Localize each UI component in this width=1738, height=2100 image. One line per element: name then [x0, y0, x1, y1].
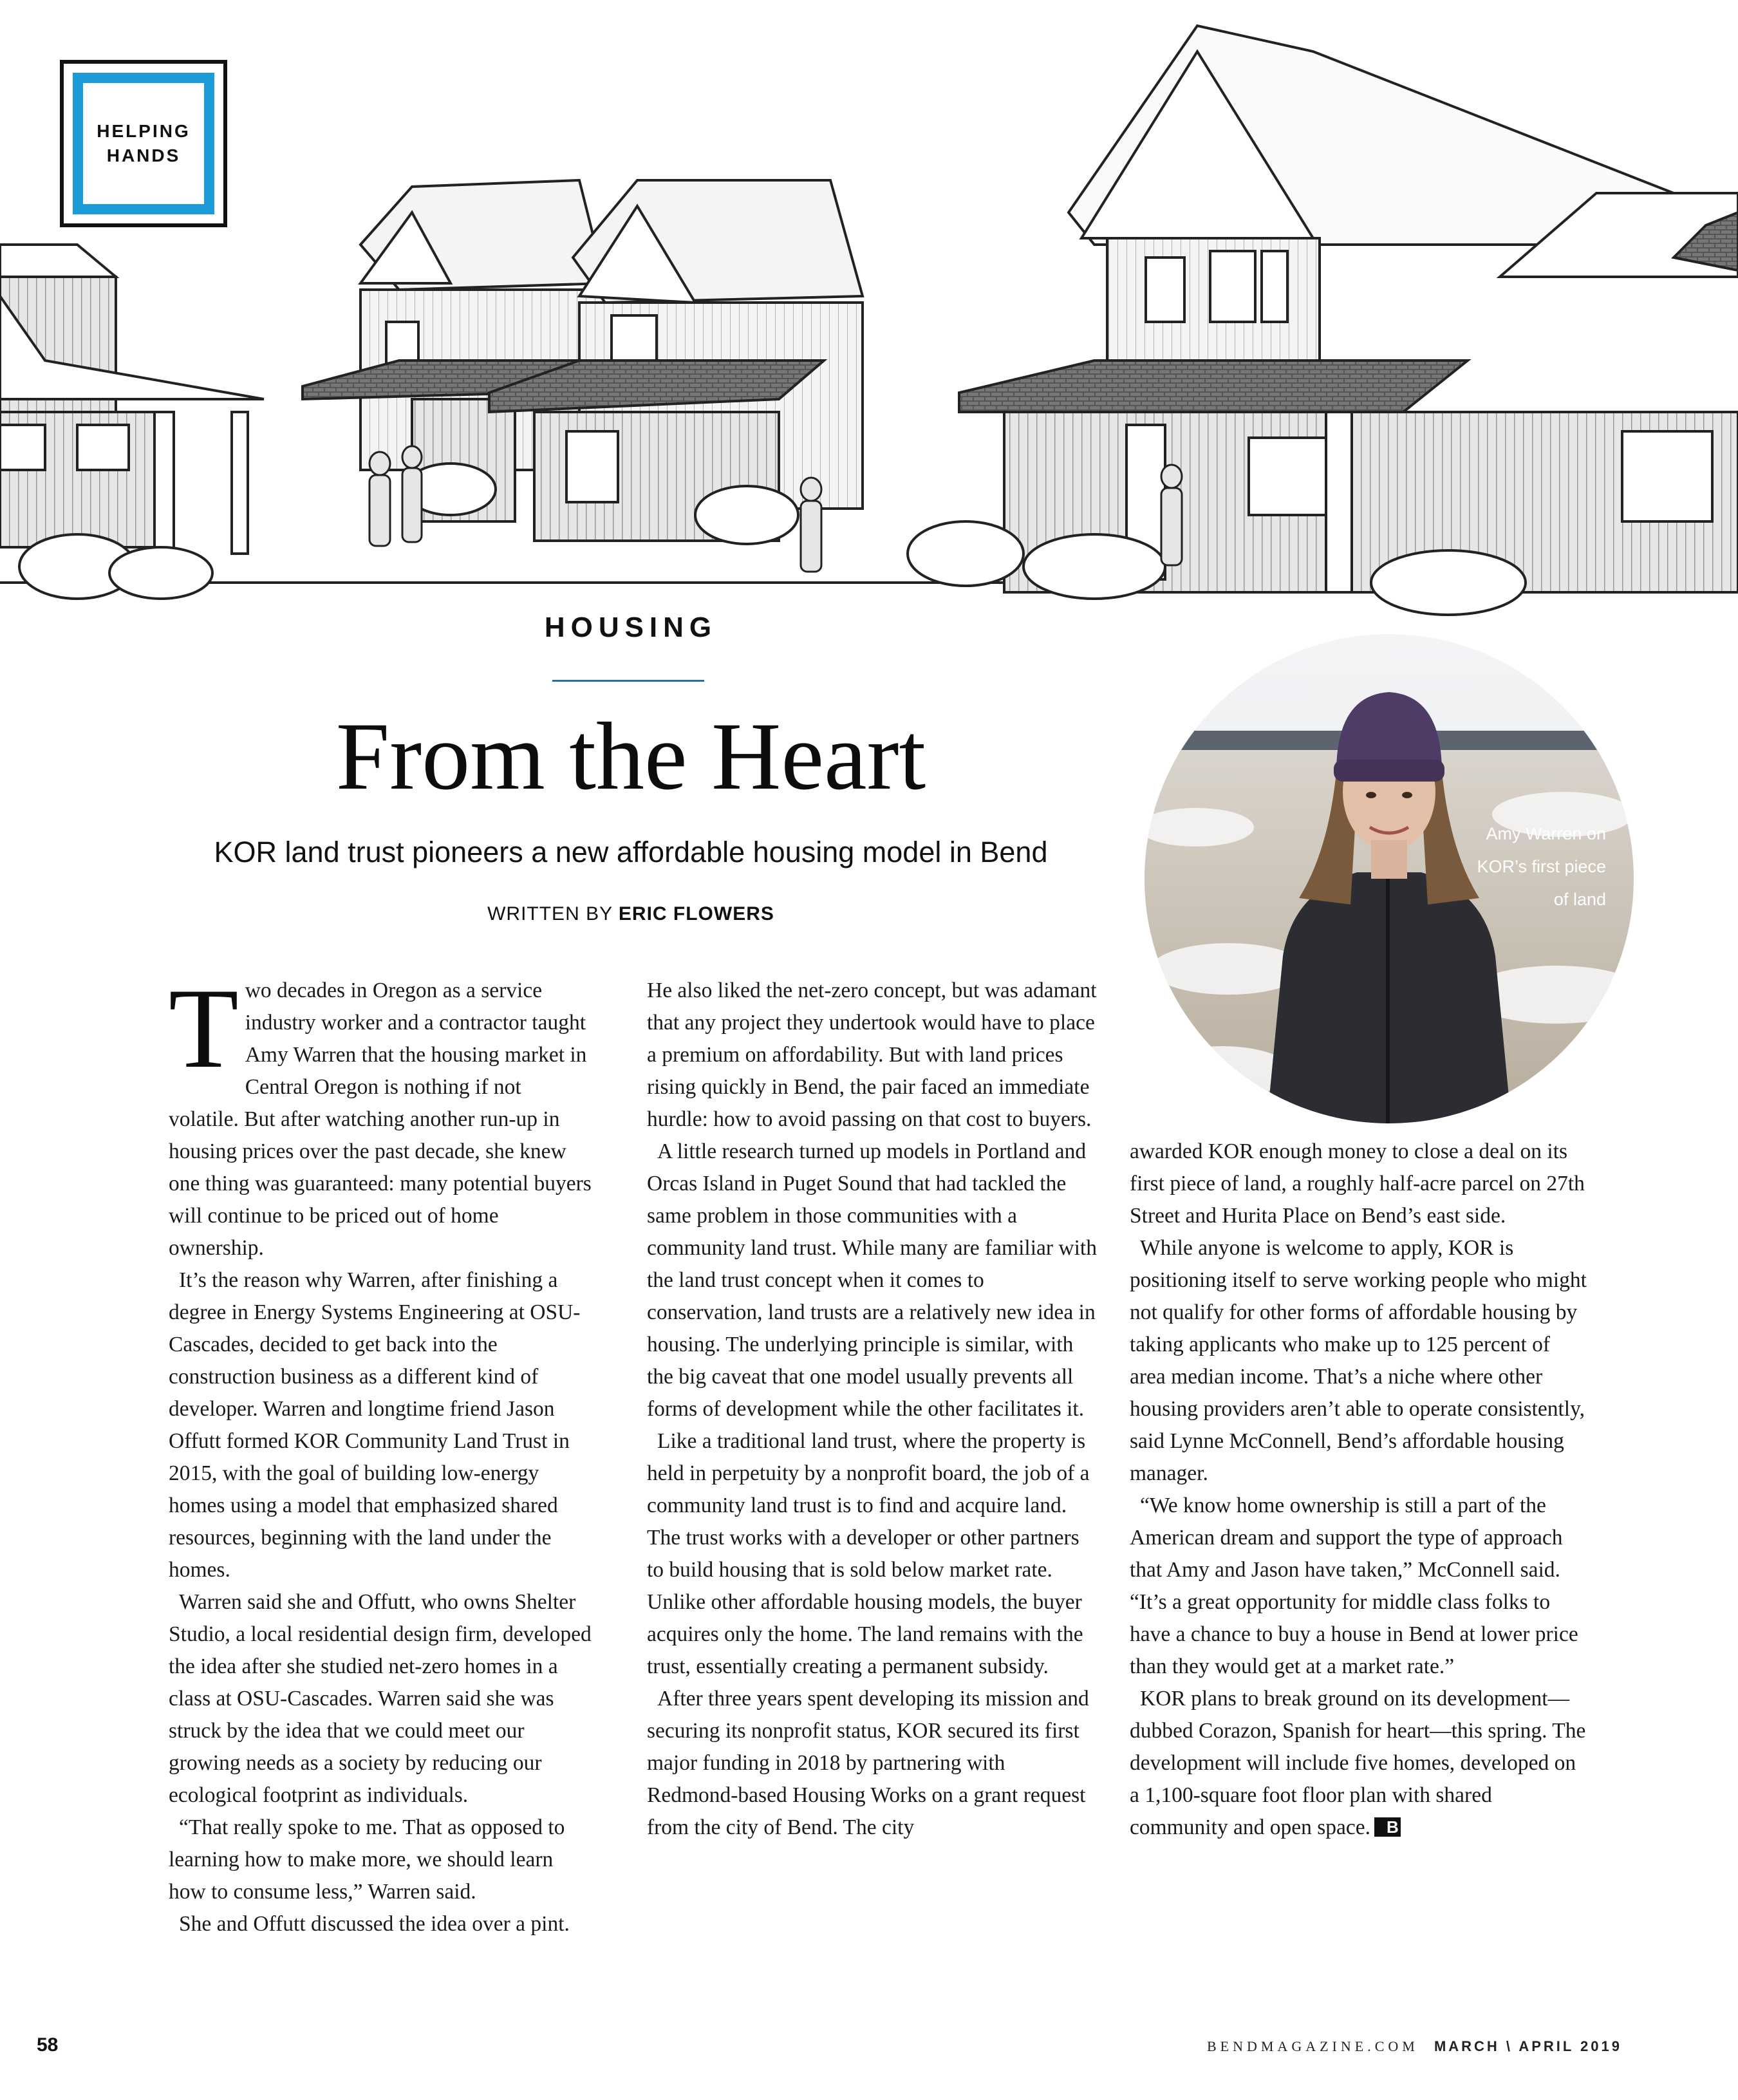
section-kicker: HOUSING	[544, 612, 718, 643]
kicker-rule	[552, 680, 704, 682]
footer-issue: MARCH \ APRIL 2019	[1434, 2038, 1622, 2054]
article-paragraph	[1130, 1683, 1587, 1844]
drop-cap: T	[169, 964, 239, 1092]
byline	[0, 903, 1262, 925]
paragraph-text: KOR plans to break ground on its development—dubbed Corazon, Spanish for heart—this spring. The development will include five homes, developed on a 1,100-square foot floor plan with shared community and open space.	[1130, 1687, 1586, 1839]
article-paragraph: Warren said she and Offutt, who owns Shelter Studio, a local residential design firm, developed the idea after she studied net-zero homes in a class at OSU-Cascades. Warren said she was struck by the idea that we could meet our growing needs as a society by reducing our ecological footprint as individuals.	[169, 1590, 592, 1807]
photo-caption-line: KOR’s first piece	[1477, 857, 1606, 876]
article-column-3	[1130, 1136, 1587, 1844]
footer-site: BENDMAGAZINE.COM	[1206, 2038, 1419, 2054]
byline-prefix: WRITTEN BY	[487, 903, 613, 924]
article-title: From the Heart	[335, 703, 926, 810]
article-paragraph: While anyone is welcome to apply, KOR is positioning itself to serve working people who might not qualify for other forms of affordable housing by taking applicants who make up to 125 percent of area median income. That’s a niche where other housing providers aren’t able to operate consistently, said Lynne McConnell, Bend’s affordable housing manager.	[1130, 1236, 1587, 1485]
housing-illustration	[0, 0, 1738, 650]
article-subtitle: KOR land trust pioneers a new affordable housing model in Bend	[214, 836, 1048, 868]
article-paragraph: It’s the reason why Warren, after finishing a degree in Energy Systems Engineering at OSU-Cascades, decided to get back into the construction business as a different kind of developer. Warren and longtime friend Jason Offutt formed KOR Community Land Trust in 2015, with the goal of building low-energy homes using a model that emphasized shared resources, beginning with the land under the homes.	[169, 1268, 581, 1582]
photo-caption-line: Amy Warren on	[1486, 824, 1606, 843]
section-badge-line1: HELPING	[97, 121, 191, 141]
article-column-1	[169, 964, 593, 1940]
article-paragraph: “That really spoke to me. That as opposed to learning how to make more, we should learn how to consume less,” Warren said.	[169, 1815, 565, 1904]
photo-caption	[1448, 818, 1606, 916]
article-paragraph: Like a traditional land trust, where the property is held in perpetuity by a nonprofit board, the job of a community land trust is to find and acquire land. The trust works with a developer or other partners to build housing that is sold below market rate. Unlike other affordable housing models, the buyer acquires only the home. The land remains with the trust, essentially creating a permanent subsidy.	[647, 1429, 1090, 1678]
article-paragraph: “We know home ownership is still a part of the American dream and support the type of approach that Amy and Jason have taken,” McConnell said. “It’s a great opportunity for middle class folks to have a chance to buy a house in Bend at lower price than they would get at a market rate.”	[1130, 1494, 1578, 1678]
page-number: 58	[37, 2034, 59, 2056]
byline-author: ERIC FLOWERS	[618, 903, 774, 924]
article-paragraph: awarded KOR enough money to close a deal on its first piece of land, a roughly half-acre parcel on 27th Street and Hurita Place on Bend’s east side.	[1130, 1139, 1585, 1228]
section-badge-frame	[73, 73, 214, 214]
paragraph-text: wo decades in Oregon as a service industry worker and a contractor taught Amy Warren that the housing market in Central Oregon is nothing if not volatile. But after watching another run-up in housing prices over the past decade, she knew one thing was guaranteed: many potential buyers will continue to be priced out of home ownership.	[169, 979, 592, 1260]
section-badge	[60, 60, 227, 227]
article-paragraph: After three years spent developing its mission and securing its nonprofit status, KOR secured its first major funding in 2018 by partnering with Redmond-based Housing Works on a grant request from the city of Bend. The city	[647, 1687, 1089, 1839]
article-paragraph: A little research turned up models in Portland and Orcas Island in Puget Sound that had tackled the same problem in those communities with a community land trust. While many are familiar with the land trust concept when it comes to conservation, land trusts are a relatively new idea in housing. The underlying principle is similar, with the big caveat that one model usually prevents all forms of development while the other facilitates it.	[647, 1139, 1097, 1421]
article-column-2	[647, 975, 1101, 1844]
end-mark-icon: B	[1374, 1817, 1401, 1837]
article-paragraph: He also liked the net-zero concept, but was adamant that any project they undertook would have to place a premium on affordability. But with land prices rising quickly in Bend, the pair faced an immediate hurdle: how to avoid passing on that cost to buyers.	[647, 979, 1097, 1131]
section-badge-label	[97, 119, 190, 168]
page-footer	[1207, 2038, 1622, 2055]
article-paragraph	[169, 964, 593, 1264]
section-badge-line2: HANDS	[106, 145, 181, 165]
photo-caption-line: of land	[1553, 890, 1606, 909]
article-paragraph: She and Offutt discussed the idea over a pint.	[179, 1912, 570, 1936]
